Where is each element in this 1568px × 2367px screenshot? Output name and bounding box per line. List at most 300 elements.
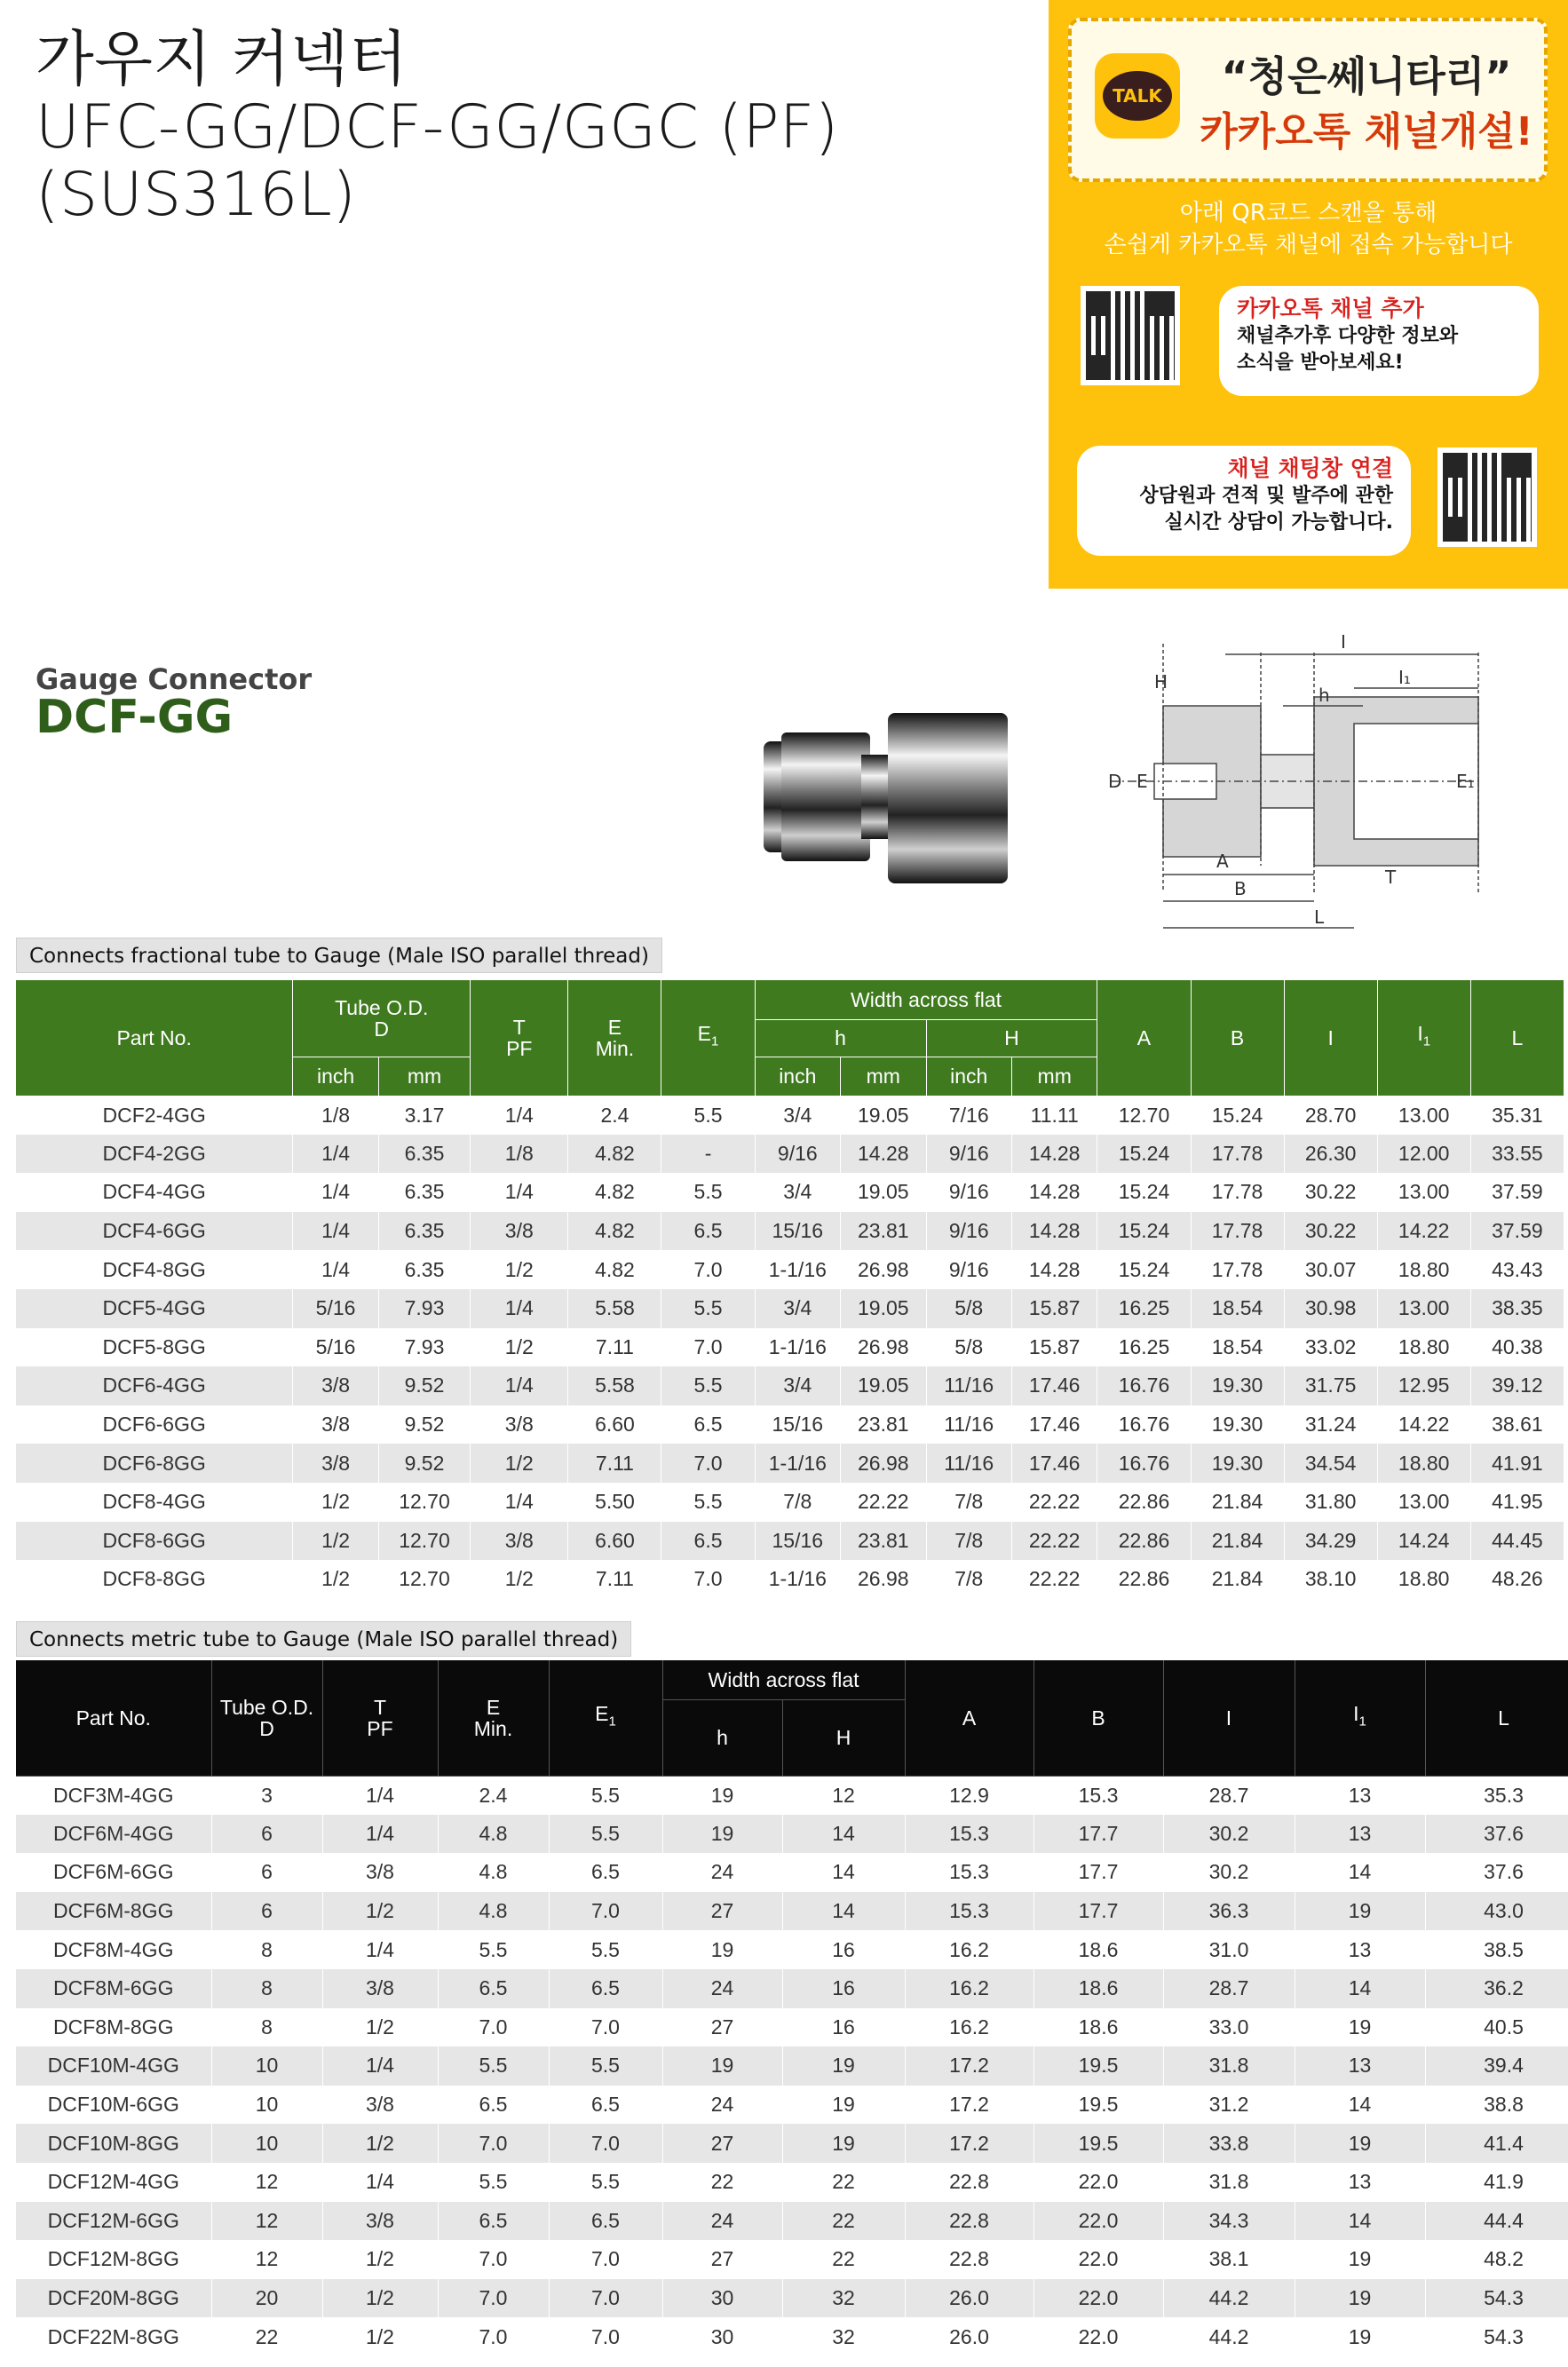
table-cell: 21.84 — [1191, 1560, 1284, 1599]
table-cell: 13 — [1295, 1930, 1425, 1969]
table-cell: 14.24 — [1377, 1522, 1470, 1561]
table-cell: 12.00 — [1377, 1135, 1470, 1174]
table-cell: 30.2 — [1163, 1815, 1295, 1854]
qr-code-add-channel[interactable] — [1081, 286, 1180, 385]
table-cell: 19.30 — [1191, 1405, 1284, 1445]
table-cell: 9/16 — [926, 1135, 1011, 1174]
title-models: UFC-GG/DCF-GG/GGC (PF) — [36, 92, 839, 162]
table-cell: 27 — [662, 1892, 782, 1931]
e-label: E — [607, 1015, 622, 1039]
col-h-small: h — [662, 1699, 782, 1776]
qr-code-chat[interactable] — [1437, 447, 1537, 547]
e1-sub: 1 — [608, 1714, 616, 1730]
table-cell: 15.24 — [1097, 1212, 1191, 1251]
table-row — [16, 1930, 1568, 1969]
table-cell: 16.76 — [1097, 1444, 1191, 1483]
e-label: E — [486, 1695, 501, 1719]
table-cell: 33.8 — [1163, 2124, 1295, 2163]
table-cell: 3.17 — [378, 1096, 470, 1135]
table-cell: 3/4 — [755, 1096, 840, 1135]
channel-name: “청은쎄니타리” — [1221, 52, 1512, 100]
table-cell: 26.98 — [841, 1328, 926, 1367]
table-cell: 10 — [211, 2124, 322, 2163]
col-tube-od — [293, 980, 471, 1057]
table-cell: 5.5 — [661, 1366, 755, 1405]
table-cell: 3/8 — [322, 2086, 438, 2125]
table-cell: 17.78 — [1191, 1250, 1284, 1289]
table-cell: 19 — [1295, 2124, 1425, 2163]
table-cell: 15.24 — [1191, 1096, 1284, 1135]
table-cell: 17.46 — [1011, 1405, 1097, 1445]
table-cell: 28.7 — [1163, 1776, 1295, 1815]
part-number-cell: DCF6M-4GG — [16, 1815, 211, 1854]
table-row — [16, 2086, 1568, 2125]
table-cell: 16.2 — [905, 2008, 1033, 2047]
table-cell: 7.0 — [438, 2124, 549, 2163]
part-number-cell: DCF2-4GG — [16, 1096, 293, 1135]
col-h-mm: mm — [841, 1057, 926, 1096]
table-cell: 13 — [1295, 2163, 1425, 2202]
table-cell: 22 — [782, 2202, 905, 2241]
table-cell: 14.28 — [1011, 1250, 1097, 1289]
table-cell: 1/4 — [293, 1212, 378, 1251]
technical-drawing — [1101, 599, 1492, 954]
min-label: Min. — [473, 1716, 513, 1740]
table-cell: 7.0 — [661, 1328, 755, 1367]
table-cell: 7.0 — [438, 2279, 549, 2318]
table-cell: 16.2 — [905, 1930, 1033, 1969]
table-cell: 15.3 — [1033, 1776, 1163, 1815]
table-row — [16, 1173, 1564, 1212]
col-h-small: h — [755, 1019, 926, 1057]
table-cell: 6.5 — [438, 2086, 549, 2125]
table-cell: 22.22 — [1011, 1483, 1097, 1522]
col-H-mm: mm — [1011, 1057, 1097, 1096]
table-cell: 35.31 — [1470, 1096, 1564, 1135]
table-cell: 1/4 — [471, 1289, 568, 1328]
table-cell: 6.5 — [549, 1853, 662, 1892]
table-cell: 18.54 — [1191, 1328, 1284, 1367]
product-photo — [755, 706, 1012, 892]
part-number-cell: DCF8-6GG — [16, 1522, 293, 1561]
table-cell: 16.25 — [1097, 1289, 1191, 1328]
part-number-cell: DCF10M-4GG — [16, 2046, 211, 2086]
table-cell: 15.87 — [1011, 1328, 1097, 1367]
table-cell: 33.55 — [1470, 1135, 1564, 1174]
table-cell: 1/4 — [322, 2163, 438, 2202]
col-h-inch: inch — [755, 1057, 840, 1096]
label-T: T — [1385, 867, 1397, 888]
col-h-big: H — [782, 1699, 905, 1776]
table-cell: 7.11 — [568, 1444, 661, 1483]
table-cell: 12 — [211, 2202, 322, 2241]
table-cell: 14.28 — [1011, 1173, 1097, 1212]
table-cell: 43.0 — [1425, 1892, 1568, 1931]
table-cell: 1/4 — [293, 1173, 378, 1212]
table-cell: 1/2 — [471, 1250, 568, 1289]
table-cell: 22.0 — [1033, 2202, 1163, 2241]
part-number-cell: DCF4-4GG — [16, 1173, 293, 1212]
col-t — [471, 980, 568, 1096]
table-cell: 34.54 — [1284, 1444, 1377, 1483]
table-cell: 17.78 — [1191, 1135, 1284, 1174]
table-cell: 22.86 — [1097, 1522, 1191, 1561]
table-cell: 26.0 — [905, 2317, 1033, 2356]
table-cell: 5.5 — [549, 1776, 662, 1815]
table-cell: 30 — [662, 2317, 782, 2356]
table-cell: 14 — [1295, 1853, 1425, 1892]
table-cell: 38.10 — [1284, 1560, 1377, 1599]
label-I1: I₁ — [1398, 667, 1411, 688]
table-cell: 14 — [782, 1892, 905, 1931]
table-row — [16, 1853, 1568, 1892]
table-cell: 17.7 — [1033, 1892, 1163, 1931]
table-row — [16, 2163, 1568, 2202]
tube-d-label: D — [259, 1716, 274, 1740]
table-cell: 16 — [782, 2008, 905, 2047]
table-cell: 14.22 — [1377, 1405, 1470, 1445]
part-number-cell: DCF4-6GG — [16, 1212, 293, 1251]
part-number-cell: DCF6M-6GG — [16, 1853, 211, 1892]
table-cell: 7/16 — [926, 1096, 1011, 1135]
table-cell: 19 — [1295, 2317, 1425, 2356]
part-number-cell: DCF8-8GG — [16, 1560, 293, 1599]
table-cell: 9/16 — [755, 1135, 840, 1174]
table-cell: 12 — [211, 2240, 322, 2279]
table-cell: 6.5 — [438, 1969, 549, 2008]
table-cell: 7/8 — [926, 1522, 1011, 1561]
table-cell: 7.0 — [661, 1444, 755, 1483]
table-cell: 31.8 — [1163, 2163, 1295, 2202]
table-cell: 12.9 — [905, 1776, 1033, 1815]
table-cell: 48.26 — [1470, 1560, 1564, 1599]
table-cell: 1/2 — [471, 1444, 568, 1483]
table-cell: 35.3 — [1425, 1776, 1568, 1815]
table-cell: 1/2 — [322, 2008, 438, 2047]
table-cell: 4.8 — [438, 1815, 549, 1854]
part-number-cell: DCF10M-6GG — [16, 2086, 211, 2125]
table-cell: 3/8 — [471, 1405, 568, 1445]
table-cell: 26.0 — [905, 2279, 1033, 2318]
table-cell: 7.93 — [378, 1289, 470, 1328]
kakao-channel-banner[interactable] — [1049, 0, 1568, 589]
table-cell: 14 — [782, 1815, 905, 1854]
table-cell: 6.5 — [661, 1212, 755, 1251]
table-row — [16, 1212, 1564, 1251]
table-cell: 18.6 — [1033, 1930, 1163, 1969]
table-cell: 1/2 — [322, 1892, 438, 1931]
table-cell: 19.5 — [1033, 2124, 1163, 2163]
table-cell: 3/4 — [755, 1289, 840, 1328]
table-cell: 17.46 — [1011, 1366, 1097, 1405]
part-number-cell: DCF8M-4GG — [16, 1930, 211, 1969]
table-cell: 1/4 — [471, 1096, 568, 1135]
table-cell: 34.29 — [1284, 1522, 1377, 1561]
desc-line: 손쉽게 카카오톡 채널에 접속 가능합니다 — [1104, 232, 1513, 258]
table-cell: 10 — [211, 2086, 322, 2125]
col-e — [568, 980, 661, 1096]
table-cell: 19.5 — [1033, 2046, 1163, 2086]
table-cell: 38.35 — [1470, 1289, 1564, 1328]
table-cell: 22.0 — [1033, 2317, 1163, 2356]
table-cell: 37.6 — [1425, 1853, 1568, 1892]
qr-icon — [1086, 291, 1175, 380]
part-number-cell: DCF6-4GG — [16, 1366, 293, 1405]
table-cell: 1-1/16 — [755, 1250, 840, 1289]
table-cell: 7.0 — [549, 2240, 662, 2279]
title-korean: 가우지 커넥터 — [36, 25, 408, 95]
table-row — [16, 1483, 1564, 1522]
kakao-talk-icon — [1095, 53, 1180, 139]
table-cell: 22 — [211, 2317, 322, 2356]
table-cell: 41.95 — [1470, 1483, 1564, 1522]
table-cell: 19.05 — [841, 1096, 926, 1135]
table-cell: 33.02 — [1284, 1328, 1377, 1367]
part-number-cell: DCF12M-4GG — [16, 2163, 211, 2202]
table-row — [16, 1366, 1564, 1405]
table-cell: 13 — [1295, 1815, 1425, 1854]
table-row — [16, 1560, 1564, 1599]
table-cell: 3/4 — [755, 1173, 840, 1212]
e1-label: E — [595, 1701, 609, 1725]
table-cell: 12.70 — [378, 1560, 470, 1599]
table-cell: 3/8 — [293, 1405, 378, 1445]
part-number-cell: DCF10M-8GG — [16, 2124, 211, 2163]
table-cell: 24 — [662, 2086, 782, 2125]
tube-d-label: D — [374, 1017, 390, 1041]
table-cell: 7/8 — [755, 1483, 840, 1522]
table-cell: 30 — [662, 2279, 782, 2318]
table-row — [16, 2202, 1568, 2241]
t-label: T — [373, 1695, 387, 1719]
table-cell: 12.70 — [378, 1483, 470, 1522]
table-cell: 15.24 — [1097, 1173, 1191, 1212]
talk-label: TALK — [1103, 71, 1172, 121]
part-number-cell: DCF6-8GG — [16, 1444, 293, 1483]
table-cell: 15.24 — [1097, 1135, 1191, 1174]
table-cell: 30.22 — [1284, 1173, 1377, 1212]
table-cell: 14 — [1295, 1969, 1425, 2008]
table-cell: 14.28 — [841, 1135, 926, 1174]
table-row — [16, 1135, 1564, 1174]
col-e1 — [549, 1660, 662, 1776]
table-cell: 17.78 — [1191, 1173, 1284, 1212]
table-cell: 1-1/16 — [755, 1560, 840, 1599]
label-I: I — [1341, 631, 1346, 653]
table-cell: 9.52 — [378, 1405, 470, 1445]
table-cell: 20 — [211, 2279, 322, 2318]
table-row — [16, 1969, 1568, 2008]
col-l: L — [1425, 1660, 1568, 1776]
table-cell: 22.22 — [841, 1483, 926, 1522]
table-cell: 17.2 — [905, 2124, 1033, 2163]
table-cell: 1/4 — [293, 1135, 378, 1174]
add-channel-title: 카카오톡 채널 추가 — [1237, 296, 1424, 321]
table-cell: 2.4 — [568, 1096, 661, 1135]
table-cell: 1-1/16 — [755, 1444, 840, 1483]
table-cell: 23.81 — [841, 1405, 926, 1445]
table-cell: 13 — [1295, 2046, 1425, 2086]
table-cell: 5/16 — [293, 1328, 378, 1367]
table-cell: 24 — [662, 2202, 782, 2241]
table-cell: 11/16 — [926, 1405, 1011, 1445]
table-cell: 5.5 — [549, 1930, 662, 1969]
table-cell: 4.82 — [568, 1173, 661, 1212]
table-cell: 36.3 — [1163, 1892, 1295, 1931]
table-cell: 1-1/16 — [755, 1328, 840, 1367]
table-cell: 1/2 — [471, 1328, 568, 1367]
i1-label: I — [1353, 1701, 1359, 1725]
table-cell: 30.22 — [1284, 1212, 1377, 1251]
table-row — [16, 1815, 1568, 1854]
col-h-big: H — [926, 1019, 1097, 1057]
table-cell: 19 — [1295, 2240, 1425, 2279]
table-cell: 5.5 — [438, 1930, 549, 1969]
table-cell: 10 — [211, 2046, 322, 2086]
table-cell: 3/8 — [322, 1853, 438, 1892]
table-cell: 22 — [782, 2163, 905, 2202]
pf-label: PF — [506, 1036, 533, 1060]
table-cell: 48.2 — [1425, 2240, 1568, 2279]
col-l: L — [1470, 980, 1564, 1096]
part-number-cell: DCF20M-8GG — [16, 2279, 211, 2318]
table-cell: 14.28 — [1011, 1212, 1097, 1251]
table-cell: 31.0 — [1163, 1930, 1295, 1969]
table-cell: 18.80 — [1377, 1444, 1470, 1483]
table-cell: 17.7 — [1033, 1853, 1163, 1892]
table-row — [16, 1892, 1568, 1931]
chat-channel-text: 실시간 상담이 가능합니다. — [1164, 511, 1393, 534]
col-H-inch: inch — [926, 1057, 1011, 1096]
table-cell: 1/2 — [322, 2279, 438, 2318]
table-cell: 16.76 — [1097, 1366, 1191, 1405]
e1-sub: 1 — [711, 1033, 719, 1049]
part-number-cell: DCF6M-8GG — [16, 1892, 211, 1931]
table-cell: 6 — [211, 1815, 322, 1854]
part-number-cell: DCF4-2GG — [16, 1135, 293, 1174]
part-number-cell: DCF22M-8GG — [16, 2317, 211, 2356]
table-cell: 30.2 — [1163, 1853, 1295, 1892]
metric-table-body — [16, 1776, 1568, 2356]
table-cell: 17.2 — [905, 2086, 1033, 2125]
table-cell: 41.4 — [1425, 2124, 1568, 2163]
table-cell: 7.11 — [568, 1328, 661, 1367]
table-cell: 3/8 — [293, 1444, 378, 1483]
part-number-cell: DCF8M-8GG — [16, 2008, 211, 2047]
table-cell: 22.22 — [1011, 1522, 1097, 1561]
table-cell: 26.30 — [1284, 1135, 1377, 1174]
table-cell: 6.5 — [549, 2086, 662, 2125]
part-number-cell: DCF4-8GG — [16, 1250, 293, 1289]
table-cell: 11/16 — [926, 1444, 1011, 1483]
label-B: B — [1234, 878, 1247, 899]
table-cell: 5.5 — [661, 1096, 755, 1135]
chat-channel-text: 상담원과 견적 및 발주에 관한 — [1139, 485, 1393, 507]
table-cell: 1/4 — [322, 1815, 438, 1854]
table-cell: 5.5 — [549, 2046, 662, 2086]
part-number-cell: DCF3M-4GG — [16, 1776, 211, 1815]
table-cell: 9/16 — [926, 1250, 1011, 1289]
channel-open-text: 카카오톡 채널개설! — [1200, 109, 1533, 154]
table-cell: 36.2 — [1425, 1969, 1568, 2008]
table-cell: 22.0 — [1033, 2279, 1163, 2318]
table-cell: 6.5 — [661, 1405, 755, 1445]
table-cell: 30.07 — [1284, 1250, 1377, 1289]
table-cell: 43.43 — [1470, 1250, 1564, 1289]
add-channel-text: 채널추가후 다양한 정보와 — [1237, 325, 1459, 347]
table-cell: 4.82 — [568, 1135, 661, 1174]
table-cell: 39.4 — [1425, 2046, 1568, 2086]
e1-label: E — [697, 1021, 712, 1045]
table-cell: 5.5 — [661, 1289, 755, 1328]
table-cell: 4.82 — [568, 1250, 661, 1289]
table-cell: 22 — [662, 2163, 782, 2202]
table-cell: 31.80 — [1284, 1483, 1377, 1522]
col-e — [438, 1660, 549, 1776]
table-cell: 7.0 — [549, 2279, 662, 2318]
table-cell: 19.5 — [1033, 2086, 1163, 2125]
table-cell: 16.25 — [1097, 1328, 1191, 1367]
table-cell: 1/4 — [471, 1366, 568, 1405]
table-row — [16, 2317, 1568, 2356]
table-cell: 6.5 — [661, 1522, 755, 1561]
table-cell: 19 — [782, 2124, 905, 2163]
fractional-table — [16, 980, 1564, 1599]
col-b: B — [1033, 1660, 1163, 1776]
table-cell: 1/8 — [293, 1096, 378, 1135]
table-cell: 19.05 — [841, 1289, 926, 1328]
table-cell: 1/2 — [322, 2317, 438, 2356]
table-cell: 14 — [782, 1853, 905, 1892]
table-cell: 5.58 — [568, 1366, 661, 1405]
table-cell: 6.5 — [549, 2202, 662, 2241]
table-cell: 3/8 — [322, 1969, 438, 2008]
table-cell: 18.54 — [1191, 1289, 1284, 1328]
table-cell: 1/2 — [322, 2124, 438, 2163]
table-cell: 22.86 — [1097, 1560, 1191, 1599]
table-cell: 24 — [662, 1853, 782, 1892]
table-cell: 34.3 — [1163, 2202, 1295, 2241]
table-cell: 15/16 — [755, 1405, 840, 1445]
table-row — [16, 2046, 1568, 2086]
table-cell: 5.50 — [568, 1483, 661, 1522]
table-cell: 28.70 — [1284, 1096, 1377, 1135]
table-cell: 8 — [211, 1969, 322, 2008]
table-cell: 1/2 — [322, 2240, 438, 2279]
table-cell: 19.30 — [1191, 1444, 1284, 1483]
table-cell: 7.0 — [438, 2317, 549, 2356]
table-cell: 19 — [782, 2046, 905, 2086]
table-cell: 22.8 — [905, 2240, 1033, 2279]
table-cell: 38.8 — [1425, 2086, 1568, 2125]
table-cell: 18.6 — [1033, 1969, 1163, 2008]
table-cell: 5.5 — [661, 1173, 755, 1212]
table-cell: 5.5 — [549, 2163, 662, 2202]
table-cell: 16.2 — [905, 1969, 1033, 2008]
table-cell: 17.7 — [1033, 1815, 1163, 1854]
table-cell: 12.70 — [378, 1522, 470, 1561]
table-cell: 27 — [662, 2240, 782, 2279]
table2-caption: Connects metric tube to Gauge (Male ISO parallel thread) — [16, 1621, 631, 1657]
table-cell: 32 — [782, 2279, 905, 2318]
table1-caption: Connects fractional tube to Gauge (Male ISO parallel thread) — [16, 938, 662, 973]
col-tube-mm: mm — [378, 1057, 470, 1096]
table-cell: 16 — [782, 1930, 905, 1969]
table-cell: 5/16 — [293, 1289, 378, 1328]
table-cell: 30.98 — [1284, 1289, 1377, 1328]
table-cell: 9.52 — [378, 1444, 470, 1483]
table-cell: 54.3 — [1425, 2279, 1568, 2318]
